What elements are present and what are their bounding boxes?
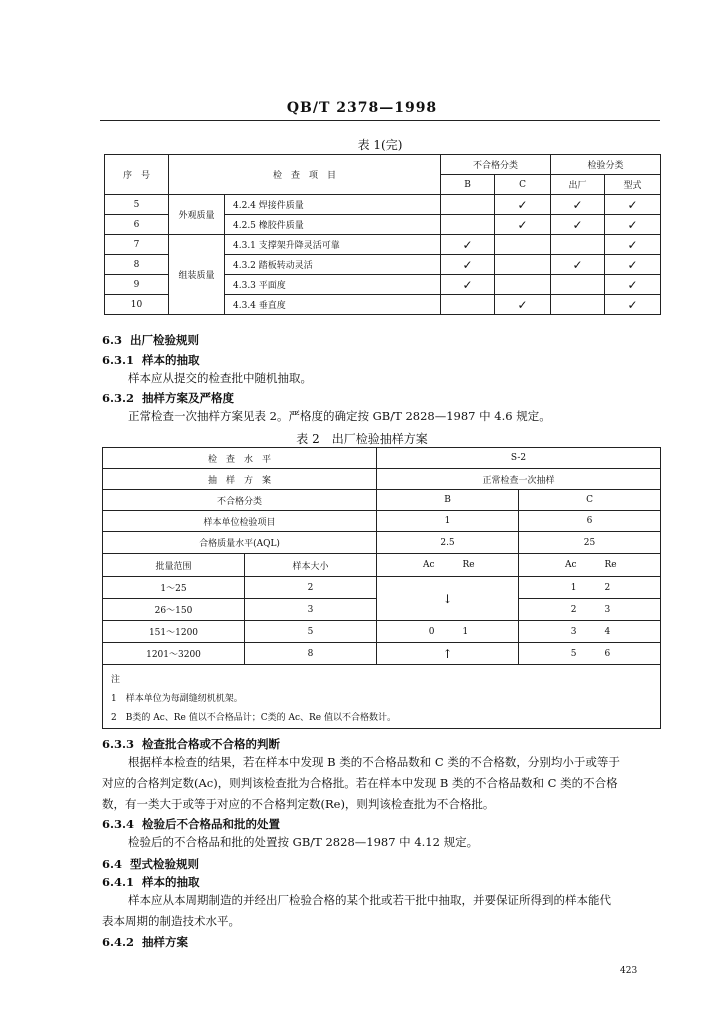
standard-number-header: QB/T 2378—1998 [286,100,438,116]
aql-b: 2.5 [377,532,519,554]
check-mark: ✓ [495,295,551,315]
check-mark: ✓ [495,195,551,215]
note-title: 注 [111,675,121,685]
check-mark: ✓ [605,195,661,215]
section-6-3-3-line3: 数，有一类大于或等于对应的不合格判定数(Re)，则判该检查批为不合格批。 [102,797,495,811]
class-c: C [519,490,661,511]
section-6-4-2-heading [102,934,188,950]
nonconf-class-label: 不合格分类 [103,490,377,511]
section-6-3-3-heading [102,736,280,752]
sampling-plan-label: 抽 样 方 案 [103,469,377,490]
check-mark: ✓ [605,275,661,295]
sample-size: 3 [245,599,377,621]
lot-range: 151～1200 [103,621,245,643]
sample-items-b: 1 [377,511,519,532]
sampling-plan-value: 正常检查一次抽样 [377,469,661,490]
check-cell [495,255,551,275]
row-seq: 5 [105,195,169,215]
check-cell [551,295,605,315]
b-ac-header: Ac [377,554,449,577]
check-cell [441,295,495,315]
sub-type-header: 型式 [605,175,661,195]
section-title: 检查批合格或不合格的判断 [142,737,281,751]
inspection-level-value: S-2 [377,448,661,469]
aql-label: 合格质量水平(AQL) [103,532,377,554]
row-seq: 9 [105,275,169,295]
sample-size: 5 [245,621,377,643]
section-title: 样本的抽取 [142,875,200,889]
section-title: 型式检验规则 [130,857,200,871]
section-6-3-2-text: 正常检查一次抽样方案见表 2。严格度的确定按 GB/T 2828—1987 中 4.6 规定。 [128,409,551,423]
c-ac-header: Ac [519,554,591,577]
sub-factory-header: 出厂 [551,175,605,195]
table-row [103,621,661,643]
section-title: 样本的抽取 [142,353,200,367]
table1 [104,154,661,315]
lot-range: 1201～3200 [103,643,245,665]
table-row [103,643,661,665]
section-6-3-2-heading [102,390,234,406]
table-row [105,235,661,255]
section-6-3-3-line1: 根据样本检查的结果，若在样本中发现 B 类的不合格品数和 C 类的不合格数，分别均小于或等于 [128,755,620,769]
table1-caption: 表 1(完) [357,138,403,152]
inspection-level-label: 检 查 水 平 [103,448,377,469]
section-number: 6.4 [102,857,123,871]
check-cell [551,275,605,295]
sample-items-label: 样本单位检验项目 [103,511,377,532]
section-6-4-1-line2: 表本周期的制造技术水平。 [102,914,240,928]
c-ac-value: 3 [519,621,591,643]
sub-c-header: C [495,175,551,195]
section-6-4-1-heading [102,874,200,890]
arrow-up-icon: ↑ [377,643,519,665]
check-cell [441,195,495,215]
b-re-value: 1 [449,621,519,643]
class-b: B [377,490,519,511]
lot-range-header: 批量范围 [103,554,245,577]
table2 [102,447,661,729]
row-item: 4.3.3 平面度 [225,275,441,295]
inspect-group-header: 检验分类 [551,155,661,175]
table2-notes [103,665,661,729]
c-re-value: 3 [591,599,661,621]
sample-size-header: 样本大小 [245,554,377,577]
table-row [105,195,661,215]
section-number: 6.3.2 [102,391,135,405]
c-ac-value: 5 [519,643,591,665]
section-6-3-1-text: 样本应从提交的检查批中随机抽取。 [128,371,312,385]
section-number: 6.3.1 [102,353,135,367]
check-mark: ✓ [551,195,605,215]
c-re-header: Re [591,554,661,577]
row-seq: 8 [105,255,169,275]
section-number: 6.3 [102,333,123,347]
aql-c: 25 [519,532,661,554]
col-seq-header: 序 号 [105,155,169,195]
check-cell [551,235,605,255]
sample-size: 2 [245,577,377,599]
section-number: 6.3.3 [102,737,135,751]
c-ac-value: 1 [519,577,591,599]
check-mark: ✓ [605,295,661,315]
section-6-3-4-heading [102,816,280,832]
section-6-3-4-text: 检验后的不合格品和批的处置按 GB/T 2828—1987 中 4.12 规定。 [128,835,479,849]
c-ac-value: 2 [519,599,591,621]
row-item: 4.3.2 踏板转动灵活 [225,255,441,275]
row-seq: 6 [105,215,169,235]
sample-size: 8 [245,643,377,665]
section-title: 检验后不合格品和批的处置 [142,817,281,831]
sub-b-header: B [441,175,495,195]
sample-items-c: 6 [519,511,661,532]
row-item: 4.2.5 橡胶件质量 [225,215,441,235]
nonconf-group-header: 不合格分类 [441,155,551,175]
note-item: 1 样本单位为每副缝纫机机架。 [111,694,243,704]
b-re-header: Re [449,554,519,577]
header-rule [100,120,660,121]
check-cell [495,275,551,295]
row-item: 4.2.4 焊接件质量 [225,195,441,215]
check-cell [495,235,551,255]
b-ac-value: 0 [377,621,449,643]
section-title: 出厂检验规则 [130,333,200,347]
page-number: 423 [620,966,638,976]
section-6-4-1-line1: 样本应从本周期制造的并经出厂检验合格的某个批或若干批中抽取，并要保证所得到的样本能代 [128,893,611,907]
lot-range: 26～150 [103,599,245,621]
check-mark: ✓ [441,275,495,295]
note-item: 2 B类的 Ac、Re 值以不合格品计；C类的 Ac、Re 值以不合格数计。 [111,713,396,723]
section-number: 6.4.1 [102,875,135,889]
section-6-3-1-heading [102,352,200,368]
row-seq: 10 [105,295,169,315]
section-number: 6.3.4 [102,817,135,831]
check-mark: ✓ [551,215,605,235]
check-mark: ✓ [605,235,661,255]
arrow-down-icon: ↓ [377,577,519,621]
check-mark: ✓ [605,215,661,235]
section-title: 抽样方案及严格度 [142,391,235,405]
section-6-4-heading [102,856,199,872]
section-6-3-3-line2: 对应的合格判定数(Ac)，则判该检查批为合格批。若在样本中发现 B 类的不合格品数和 C 类的不合格 [102,776,618,790]
lot-range: 1～25 [103,577,245,599]
section-number: 6.4.2 [102,935,135,949]
row-seq: 7 [105,235,169,255]
c-re-value: 2 [591,577,661,599]
section-6-3-heading [102,332,199,348]
table-row [103,577,661,599]
check-cell [441,215,495,235]
category-assembly: 组装质量 [169,235,225,315]
col-item-header: 检 查 项 目 [169,155,441,195]
c-re-value: 4 [591,621,661,643]
check-mark: ✓ [441,255,495,275]
row-item: 4.3.1 支撑架升降灵活可靠 [225,235,441,255]
section-title: 抽样方案 [142,935,189,949]
c-re-value: 6 [591,643,661,665]
check-mark: ✓ [495,215,551,235]
check-mark: ✓ [605,255,661,275]
category-appearance: 外观质量 [169,195,225,235]
row-item: 4.3.4 垂直度 [225,295,441,315]
check-mark: ✓ [441,235,495,255]
check-mark: ✓ [551,255,605,275]
table2-caption: 表 2 出厂检验抽样方案 [296,432,428,446]
